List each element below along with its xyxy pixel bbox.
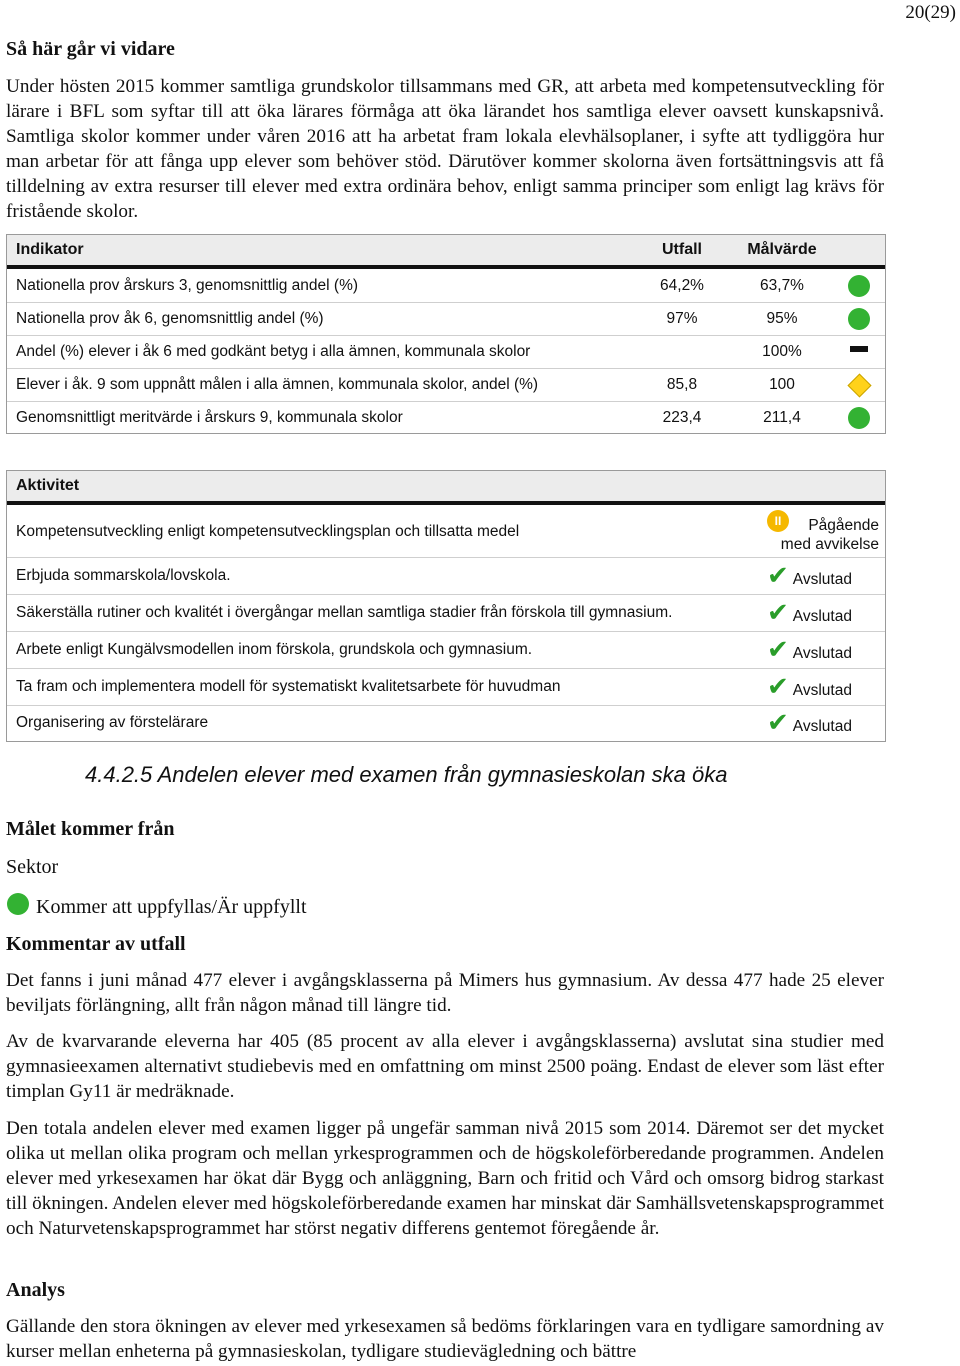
table-row (7, 706, 885, 740)
row-indicator: Nationella prov åk 6, genomsnittlig andel (%) (16, 310, 324, 327)
goal-source-heading: Målet kommer från (6, 818, 175, 840)
check-icon: ✔ (767, 672, 789, 702)
check-icon: ✔ (767, 708, 789, 738)
analysis-paragraph: Gällande den stora ökningen av elever med yrkesexamen så bedöms förklaringen vara en tydligare samordning av kurser mellan enheterna på gymnasieskolan, tydligare studievägledning och bättre (6, 1316, 884, 1362)
intro-paragraph: Under hösten 2015 kommer samtliga grundskolor tillsammans med GR, att arbeta med kompetensutveckling för lärare i BFL som syftar till att öka lärares förmåga att öka lärandet hos samtliga elever oavsett kunskapsnivå. Samtliga skolor kommer under våren 2016 att ha arbetat fram lokala elevhälsoplaner, i syfte att tydliggöra hur man arbetar för att fånga upp elever som behöver stöd. Därutöver kommer skolorna även fortsättningsvis att få tilldelning av extra resurser till elever med extra ordinära behov, enligt samma principer som enligt lag krävs för fristående skolor. (6, 76, 884, 222)
green-circle-icon (848, 275, 870, 297)
activity-text: Erbjuda sommarskola/lovskola. (16, 567, 231, 584)
green-circle-icon (848, 308, 870, 330)
indicator-table-header (7, 235, 885, 269)
section-heading: Så här går vi vidare (6, 38, 175, 60)
goal-source-value: Sektor (6, 856, 59, 878)
header-outcome: Utfall (662, 241, 702, 258)
activity-text: Säkerställa rutiner och kvalitét i övergångar mellan samtliga stadier från förskola till gymnasium. (16, 604, 673, 621)
black-dash-icon (850, 346, 868, 352)
analysis-heading: Analys (6, 1279, 65, 1301)
status-text: Avslutad (792, 645, 852, 662)
row-outcome (637, 336, 727, 368)
status-line2: med avvikelse (780, 536, 879, 553)
yellow-diamond-icon (847, 373, 871, 397)
comment-paragraph-2: Av de kvarvarande eleverna har 405 (85 procent av alla elever i avgångsklasserna) avslutat sina studier med gymnasieexamen alternativt studiebevis med en omfattning om minst 2500 poäng. Endast de elever som läst efter timplan Gy11 är medräknade. (6, 1031, 884, 1102)
row-indicator: Andel (%) elever i åk 6 med godkänt betyg i alla ämnen, kommunala skolor (16, 343, 531, 360)
row-outcome: 97% (666, 310, 698, 327)
green-circle-icon (848, 407, 870, 429)
table-row (7, 595, 885, 632)
status-text: Avslutad (792, 608, 852, 625)
table-row (7, 270, 885, 303)
table-row (7, 558, 885, 595)
header-target: Målvärde (747, 241, 817, 258)
indicator-table (6, 234, 886, 434)
row-target: 95% (766, 310, 798, 327)
activity-text: Arbete enligt Kungälvsmodellen inom förskola, grundskola och gymnasium. (16, 641, 533, 658)
comment-paragraph-1: Det fanns i juni månad 477 elever i avgångsklasserna på Mimers hus gymnasium. Av dessa 477 hade 25 elever beviljats förlängning, allt från någon månad till längre tid. (6, 970, 884, 1016)
status-line1: Pågående (808, 517, 879, 534)
comment-heading: Kommentar av utfall (6, 933, 186, 955)
row-outcome: 223,4 (662, 409, 702, 426)
activity-table-header (7, 471, 885, 505)
page-number: 20(29) (905, 2, 956, 23)
table-row (7, 303, 885, 336)
table-row (7, 506, 885, 558)
row-outcome: 64,2% (660, 277, 704, 294)
table-row (7, 369, 885, 402)
header-activity: Aktivitet (16, 477, 80, 494)
status-text: Avslutad (792, 571, 852, 588)
comment-paragraph-3: Den totala andelen elever med examen ligger på ungefär samman nivå 2015 som 2014. Däremot ser det mycket olika ut mellan olika program och mellan yrkesprogrammen och de högskoleförberedande programmen. Andelen elever med yrkesexamen har ökat där Bygg och anläggning, Barn och fritid och Vård och omsorg bidrog starkast till ökningen. Andelen elever med högskoleförberedande examen har minskat där Samhällsvetenskapsprogrammet och Naturvetenskapsprogrammet har störst negativ differens gentemot föregående år. (6, 1118, 884, 1239)
activity-text: Ta fram och implementera modell för systematiskt kvalitetsarbete för huvudman (16, 678, 561, 695)
green-circle-icon (7, 893, 29, 915)
check-icon: ✔ (767, 561, 789, 591)
check-icon: ✔ (767, 635, 789, 665)
header-indicator: Indikator (16, 241, 84, 258)
status-text: Kommer att uppfyllas/Är uppfyllt (36, 896, 307, 918)
row-target: 100 (769, 376, 795, 393)
row-indicator: Nationella prov årskurs 3, genomsnittlig andel (%) (16, 277, 359, 294)
section-subheading: 4.4.2.5 Andelen elever med examen från gymnasieskolan ska öka (85, 762, 728, 787)
table-row (7, 669, 885, 706)
pause-icon: II (767, 510, 789, 532)
status-text: Avslutad (792, 718, 852, 735)
row-target: 211,4 (763, 409, 801, 426)
table-row (7, 336, 885, 369)
table-row (7, 632, 885, 669)
row-indicator: Genomsnittligt meritvärde i årskurs 9, kommunala skolor (16, 409, 403, 426)
row-outcome: 85,8 (666, 376, 698, 393)
activity-table (6, 470, 886, 742)
status-text: Avslutad (792, 682, 852, 699)
check-icon: ✔ (767, 598, 789, 628)
table-row (7, 402, 885, 434)
row-target: 63,7% (760, 277, 804, 294)
activity-text: Kompetensutveckling enligt kompetensutvecklingsplan och tillsatta medel (16, 522, 520, 540)
row-indicator: Elever i åk. 9 som uppnått målen i alla ämnen, kommunala skolor, andel (%) (16, 376, 539, 393)
activity-text: Organisering av förstelärare (16, 714, 209, 731)
row-target: 100% (762, 343, 802, 360)
